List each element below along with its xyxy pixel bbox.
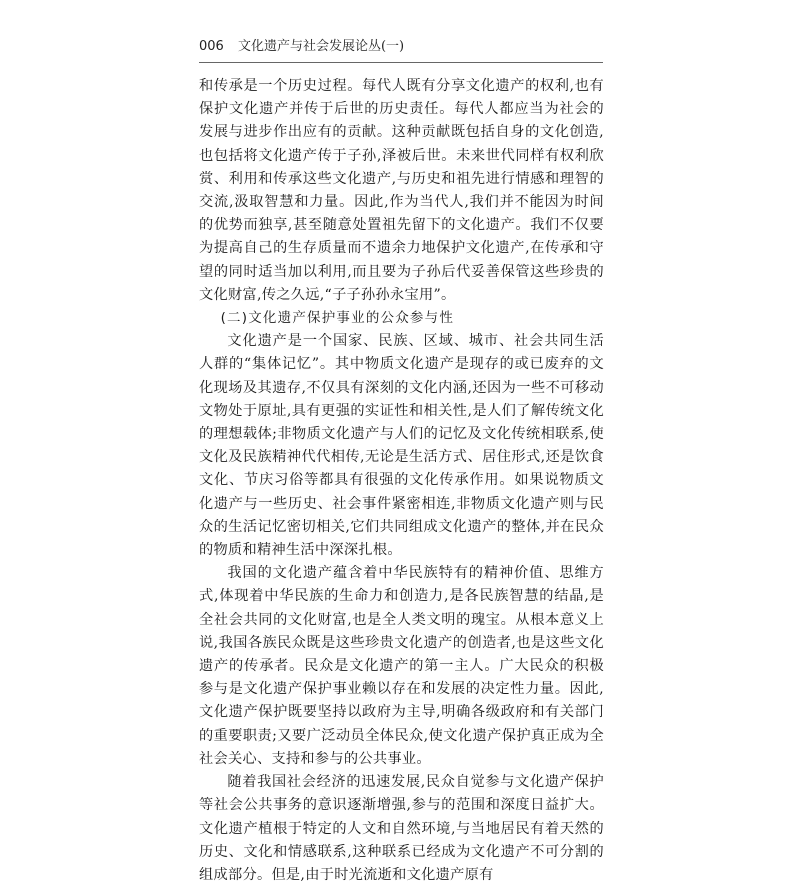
- running-head: [199, 38, 404, 56]
- paragraph-continued: 和传承是一个历史过程。每代人既有分享文化遗产的权利,也有保护文化遗产并传于后世的历史责任。每代人都应当为社会的发展与进步作出应有的贡献。这种贡献既包括自身的文化创造,也包括将文化遗产传于子孙,泽被后世。未来世代同样有权利欣赏、利用和传承这些文化遗产,与历史和祖先进行情感和理智的交流,汲取智慧和力量。因此,作为当代人,我们并不能因为时间的优势而独享,甚至随意处置祖先留下的文化遗产。我们不仅要为提高自己的生存质量而不遗余力地保护文化遗产,在传承和守望的同时适当加以利用,而且要为子孙后代妥善保管这些珍贵的文化财富,传之久远,“子子孙孙永宝用”。: [199, 78, 604, 303]
- paragraph: 我国的文化遗产蕴含着中华民族特有的精神价值、思维方式,体现着中华民族的生命力和创造力,是各民族智慧的结晶,是全社会共同的文化财富,也是全人类文明的瑰宝。从根本意义上说,我国各族民众既是这些珍贵文化遗产的创造者,也是这些文化遗产的传承者。民众是文化遗产的第一主人。广大民众的积极参与是文化遗产保护事业赖以存在和发展的决定性力量。因此,文化遗产保护既要坚持以政府为主导,明确各级政府和有关部门的重要职责;又要广泛动员全体民众,使文化遗产保护真正成为全社会关心、支持和参与的公共事业。: [199, 565, 604, 767]
- body-text: [199, 75, 604, 887]
- section-heading: (二)文化遗产保护事业的公众参与性: [220, 310, 455, 327]
- series-title: 文化遗产与社会发展论丛(一): [237, 39, 405, 54]
- page-number: 006: [199, 39, 224, 54]
- paragraph: 随着我国社会经济的迅速发展,民众自觉参与文化遗产保护等社会公共事务的意识逐渐增强,参与的范围和深度日益扩大。文化遗产植根于特定的人文和自然环境,与当地居民有着天然的历史、文化和情感联系,这种联系已经成为文化遗产不可分割的组成部分。但是,由于时光流逝和文化遗产原有: [199, 774, 604, 883]
- paragraph: 文化遗产是一个国家、民族、区域、城市、社会共同生活人群的“集体记忆”。其中物质文化遗产是现存的或已废弃的文化现场及其遗存,不仅具有深刻的文化内涵,还因为一些不可移动文物处于原址,具有更强的实证性和相关性,是人们了解传统文化的理想载体;非物质文化遗产与人们的记忆及文化传统相联系,使文化及民族精神代代相传,无论是生活方式、居住形式,还是饮食文化、节庆习俗等都具有很强的文化传承作用。如果说物质文化遗产与一些历史、社会事件紧密相连,非物质文化遗产则与民众的生活记忆密切相关,它们共同组成文化遗产的整体,并在民众的物质和精神生活中深深扎根。: [199, 333, 604, 559]
- header-divider: [199, 62, 603, 63]
